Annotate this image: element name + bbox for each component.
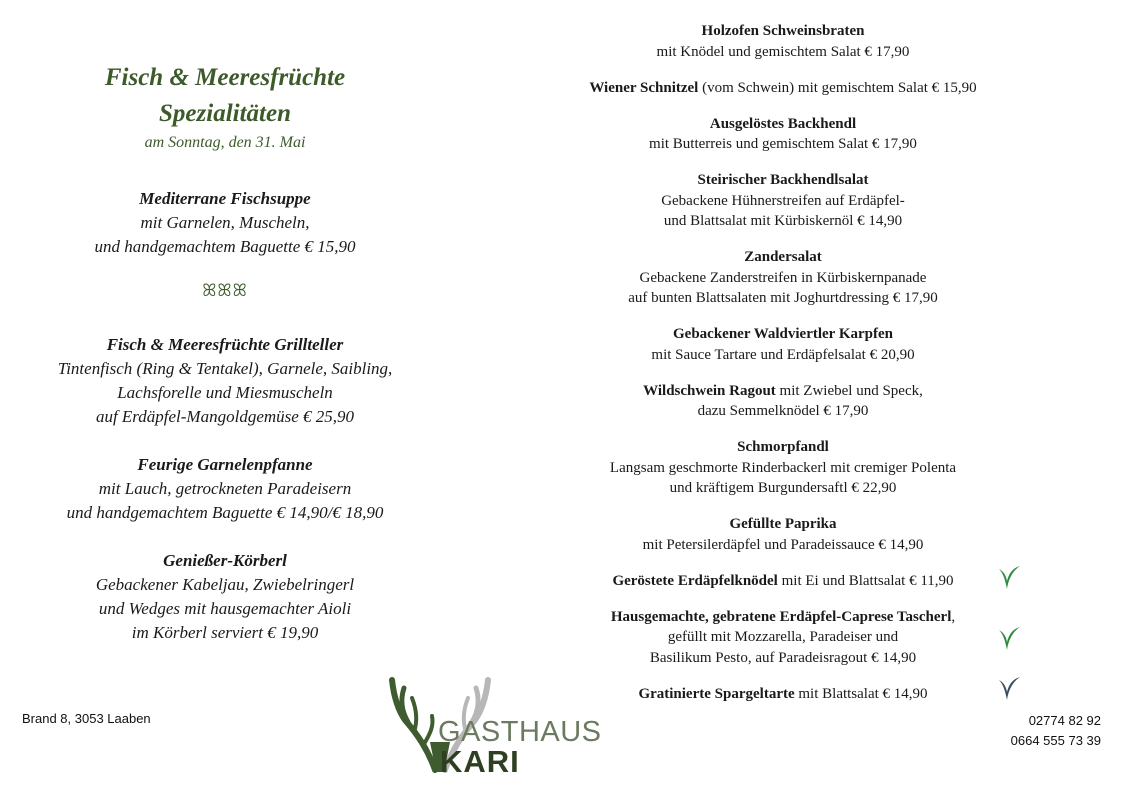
dish-name: Wildschwein Ragout: [643, 382, 776, 399]
dish-name: Schmorpfandl: [737, 439, 829, 455]
dish-desc: auf Erdäpfel-Mangoldgemüse € 25,90: [95, 407, 355, 426]
right-dish: [553, 170, 1013, 232]
dish-desc: dazu Semmelknödel € 17,90: [697, 403, 869, 419]
dish-desc: mit Garnelen, Muscheln,: [140, 213, 310, 232]
dish-desc: Tintenfisch (Ring & Tentakel), Garnele, Saibling,: [57, 359, 393, 378]
dish-desc: Gebackene Hühnerstreifen auf Erdäpfel-: [661, 192, 905, 209]
address: Brand 8, 3053 Laaben: [22, 711, 151, 726]
left-dish: [20, 187, 430, 259]
dish-desc: und Blattsalat mit Kürbiskernöl € 14,90: [663, 213, 903, 229]
logo-text-gasthaus: GASTHAUS: [438, 716, 602, 748]
dish-desc: mit Blattsalat € 14,90: [794, 685, 928, 702]
dish-name: Steirischer Backhendlsalat: [697, 172, 869, 188]
right-dish: [553, 78, 1013, 99]
right-dish: [553, 114, 1013, 155]
dish-desc: und Wedges mit hausgemachter Aioli: [98, 599, 352, 618]
dish-name: Fisch & Meeresfrüchte Grillteller: [106, 335, 344, 354]
dish-desc: Lachsforelle und Miesmuscheln: [117, 383, 333, 402]
dish-desc: Langsam geschmorte Rinderbackerl mit cremiger Polenta: [609, 459, 957, 476]
dish-desc: Basilikum Pesto, auf Paradeisragout € 14,90: [649, 649, 917, 666]
vegetarian-leaf-icon: [996, 674, 1022, 702]
menu-title-line2: Spezialitäten: [159, 100, 291, 127]
right-dish: [553, 437, 1013, 499]
vegetarian-leaf-icon: [996, 563, 1022, 591]
dish-name: Mediterrane Fischsuppe: [139, 189, 311, 208]
dish-desc: mit Ei und Blattsalat € 11,90: [777, 572, 954, 589]
dish-desc: mit Zwiebel und Speck,: [775, 382, 923, 399]
phone-landline: 02774 82 92: [1028, 713, 1101, 728]
dish-name: Wiener Schnitzel: [589, 79, 699, 96]
right-dish: [553, 21, 1013, 62]
dish-desc: mit Sauce Tartare und Erdäpfelsalat € 20,90: [651, 346, 915, 363]
right-dish: [553, 324, 1013, 365]
logo-text-kari: KARI: [440, 744, 520, 779]
dish-desc: mit Knödel und gemischtem Salat € 17,90: [656, 43, 910, 60]
dish-desc: mit Lauch, getrockneten Paradeisern: [98, 479, 352, 498]
dish-desc: (vom Schwein) mit gemischtem Salat € 15,90: [698, 79, 977, 96]
right-column: [553, 21, 1013, 704]
left-column: [20, 60, 430, 645]
dish-desc: und handgemachtem Baguette € 14,90/€ 18,90: [66, 503, 384, 522]
dish-name: Gratinierte Spargeltarte: [638, 685, 795, 702]
dish-name: Gebackener Waldviertler Karpfen: [673, 326, 893, 342]
dish-name: Hausgemachte, gebratene Erdäpfel-Caprese Tascherl: [610, 608, 952, 625]
right-dish: [553, 571, 1013, 592]
ornament-divider: ꕤꕤꕤ: [202, 281, 248, 300]
left-dish: [20, 549, 430, 645]
dish-name: Genießer-Körberl: [163, 551, 287, 570]
dish-desc: auf bunten Blattsalaten mit Joghurtdressing € 17,90: [628, 290, 938, 306]
dish-desc: im Körberl serviert € 19,90: [131, 623, 319, 642]
dish-desc: Gebackener Kabeljau, Zwiebelringerl: [95, 575, 355, 594]
dish-name: Zandersalat: [744, 249, 822, 265]
phone-mobile: 0664 555 73 39: [1010, 733, 1101, 748]
menu-title-line1: Fisch & Meeresfrüchte: [104, 64, 346, 91]
left-dish: [20, 453, 430, 525]
right-dish: [553, 607, 1013, 669]
dish-desc: und handgemachtem Baguette € 15,90: [94, 237, 356, 256]
dish-desc: Gebackene Zanderstreifen in Kürbiskernpanade: [639, 269, 927, 286]
right-dish: [553, 381, 1013, 422]
phone-numbers: [1011, 711, 1101, 751]
dish-desc: mit Petersilerdäpfel und Paradeissauce € 14,90: [642, 536, 924, 553]
dish-name: Geröstete Erdäpfelknödel: [612, 572, 778, 589]
menu-date: am Sonntag, den 31. Mai: [144, 134, 306, 151]
dish-name: Gefüllte Paprika: [729, 516, 837, 532]
right-dish: [553, 247, 1013, 309]
gasthaus-logo: [380, 660, 610, 780]
dish-desc: gefüllt mit Mozzarella, Paradeiser und: [667, 629, 899, 645]
right-dish: [553, 514, 1013, 555]
right-dish: [553, 684, 1013, 705]
dish-desc: und kräftigem Burgundersaftl € 22,90: [669, 480, 897, 496]
vegetarian-leaf-icon: [996, 624, 1022, 652]
dish-name: Ausgelöstes Backhendl: [709, 115, 857, 132]
dish-desc: mit Butterreis und gemischtem Salat € 17,90: [649, 136, 917, 152]
dish-name: Feurige Garnelenpfanne: [137, 455, 313, 474]
dish-desc: ,: [951, 608, 956, 625]
dish-name: Holzofen Schweinsbraten: [701, 23, 865, 39]
left-dish: [20, 333, 430, 429]
